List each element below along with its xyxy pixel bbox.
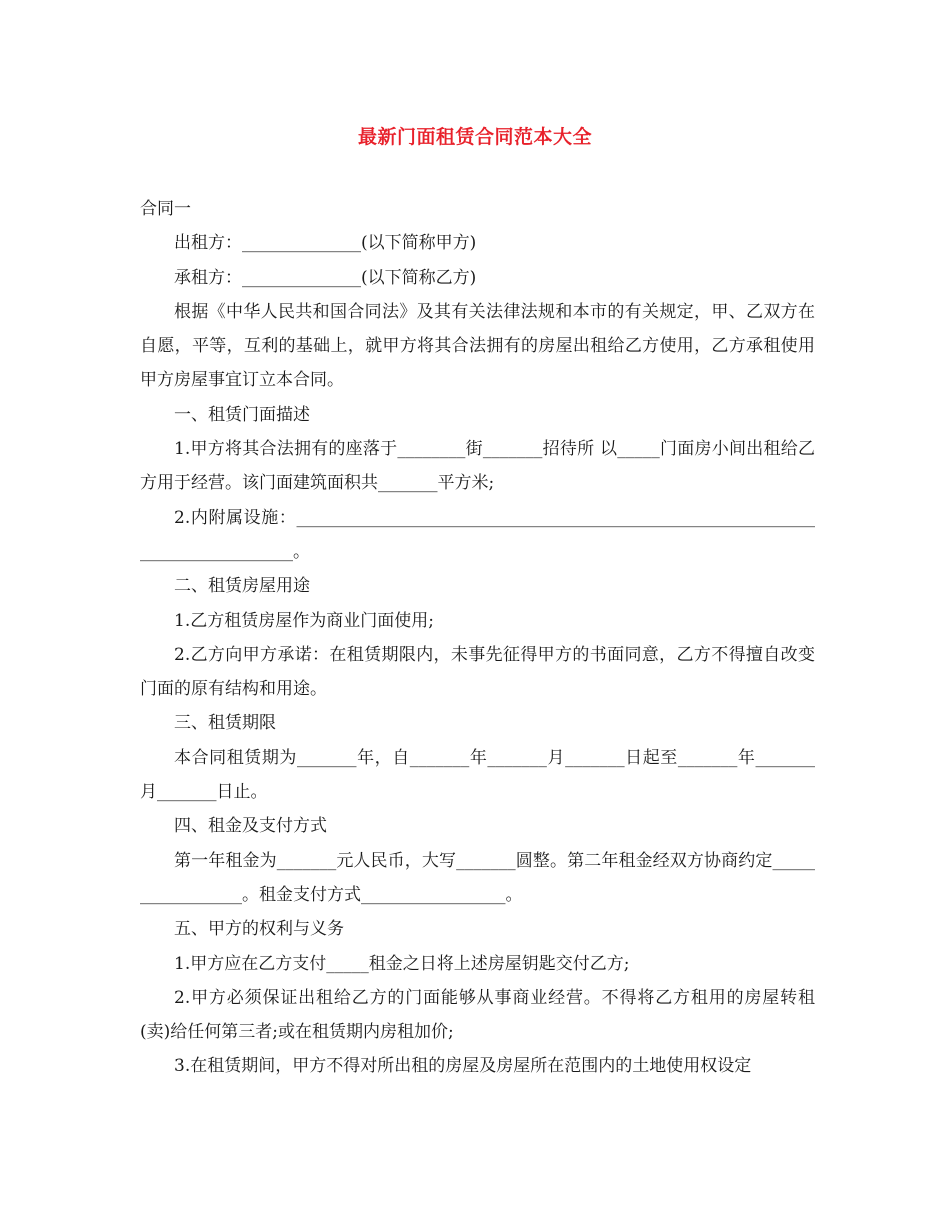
section-5-item-2: 2.甲方必须保证出租给乙方的门面能够从事商业经营。不得将乙方租用的房屋转租(卖)给任何第三者;或在租赁期内房租加价;: [140, 987, 815, 1043]
section-heading-5: 五、甲方的权利与义务: [174, 919, 344, 940]
contract-label: 合同一: [140, 199, 191, 219]
section-heading-4: 四、租金及支付方式: [174, 816, 327, 837]
section-5-item-3: 3.在租赁期间，甲方不得对所出租的房屋及房屋所在范围内的土地使用权设定: [174, 1056, 752, 1077]
lessor-line: 出租方：______________(以下简称甲方): [174, 233, 477, 254]
section-4-item-1: 第一年租金为_______元人民币，大写_______圆整。第二年租金经双方协商约定_________________。租金支付方式_________________。: [140, 850, 815, 905]
section-2-item-1: 1.乙方租赁房屋作为商业门面使用;: [174, 610, 434, 631]
section-1-item-1: 1.甲方将其合法拥有的座落于________街_______招待所 以_____门面房小间出租给乙方用于经营。该门面建筑面积共_______平方米;: [140, 439, 815, 494]
section-5-item-1: 1.甲方应在乙方支付_____租金之日将上述房屋钥匙交付乙方;: [174, 953, 630, 974]
lessee-line: 承租方：______________(以下简称乙方): [174, 267, 477, 288]
section-heading-3: 三、租赁期限: [174, 713, 276, 734]
document-title: 最新门面租赁合同范本大全: [357, 126, 592, 148]
section-2-item-2: 2.乙方向甲方承诺：在租赁期限内，未事先征得甲方的书面同意，乙方不得擅自改变门面的原有结构和用途。: [140, 644, 815, 700]
section-3-item-1: 本合同租赁期为_______年，自_______年_______月_______日起至_______年_______月_______日止。: [140, 747, 815, 803]
section-heading-1: 一、租赁门面描述: [174, 404, 310, 425]
section-heading-2: 二、租赁房屋用途: [174, 576, 310, 597]
document-body: [140, 192, 815, 1084]
section-1-item-2: 2.内附属设施：_______________________________________________________________________________。: [140, 507, 815, 562]
preamble-paragraph: 根据《中华人民共和国合同法》及其有关法律法规和本市的有关规定，甲、乙双方在自愿，平等，互利的基础上，就甲方将其合法拥有的房屋出租给乙方使用，乙方承租使用甲方房屋事宜订立本合同。: [140, 301, 815, 391]
